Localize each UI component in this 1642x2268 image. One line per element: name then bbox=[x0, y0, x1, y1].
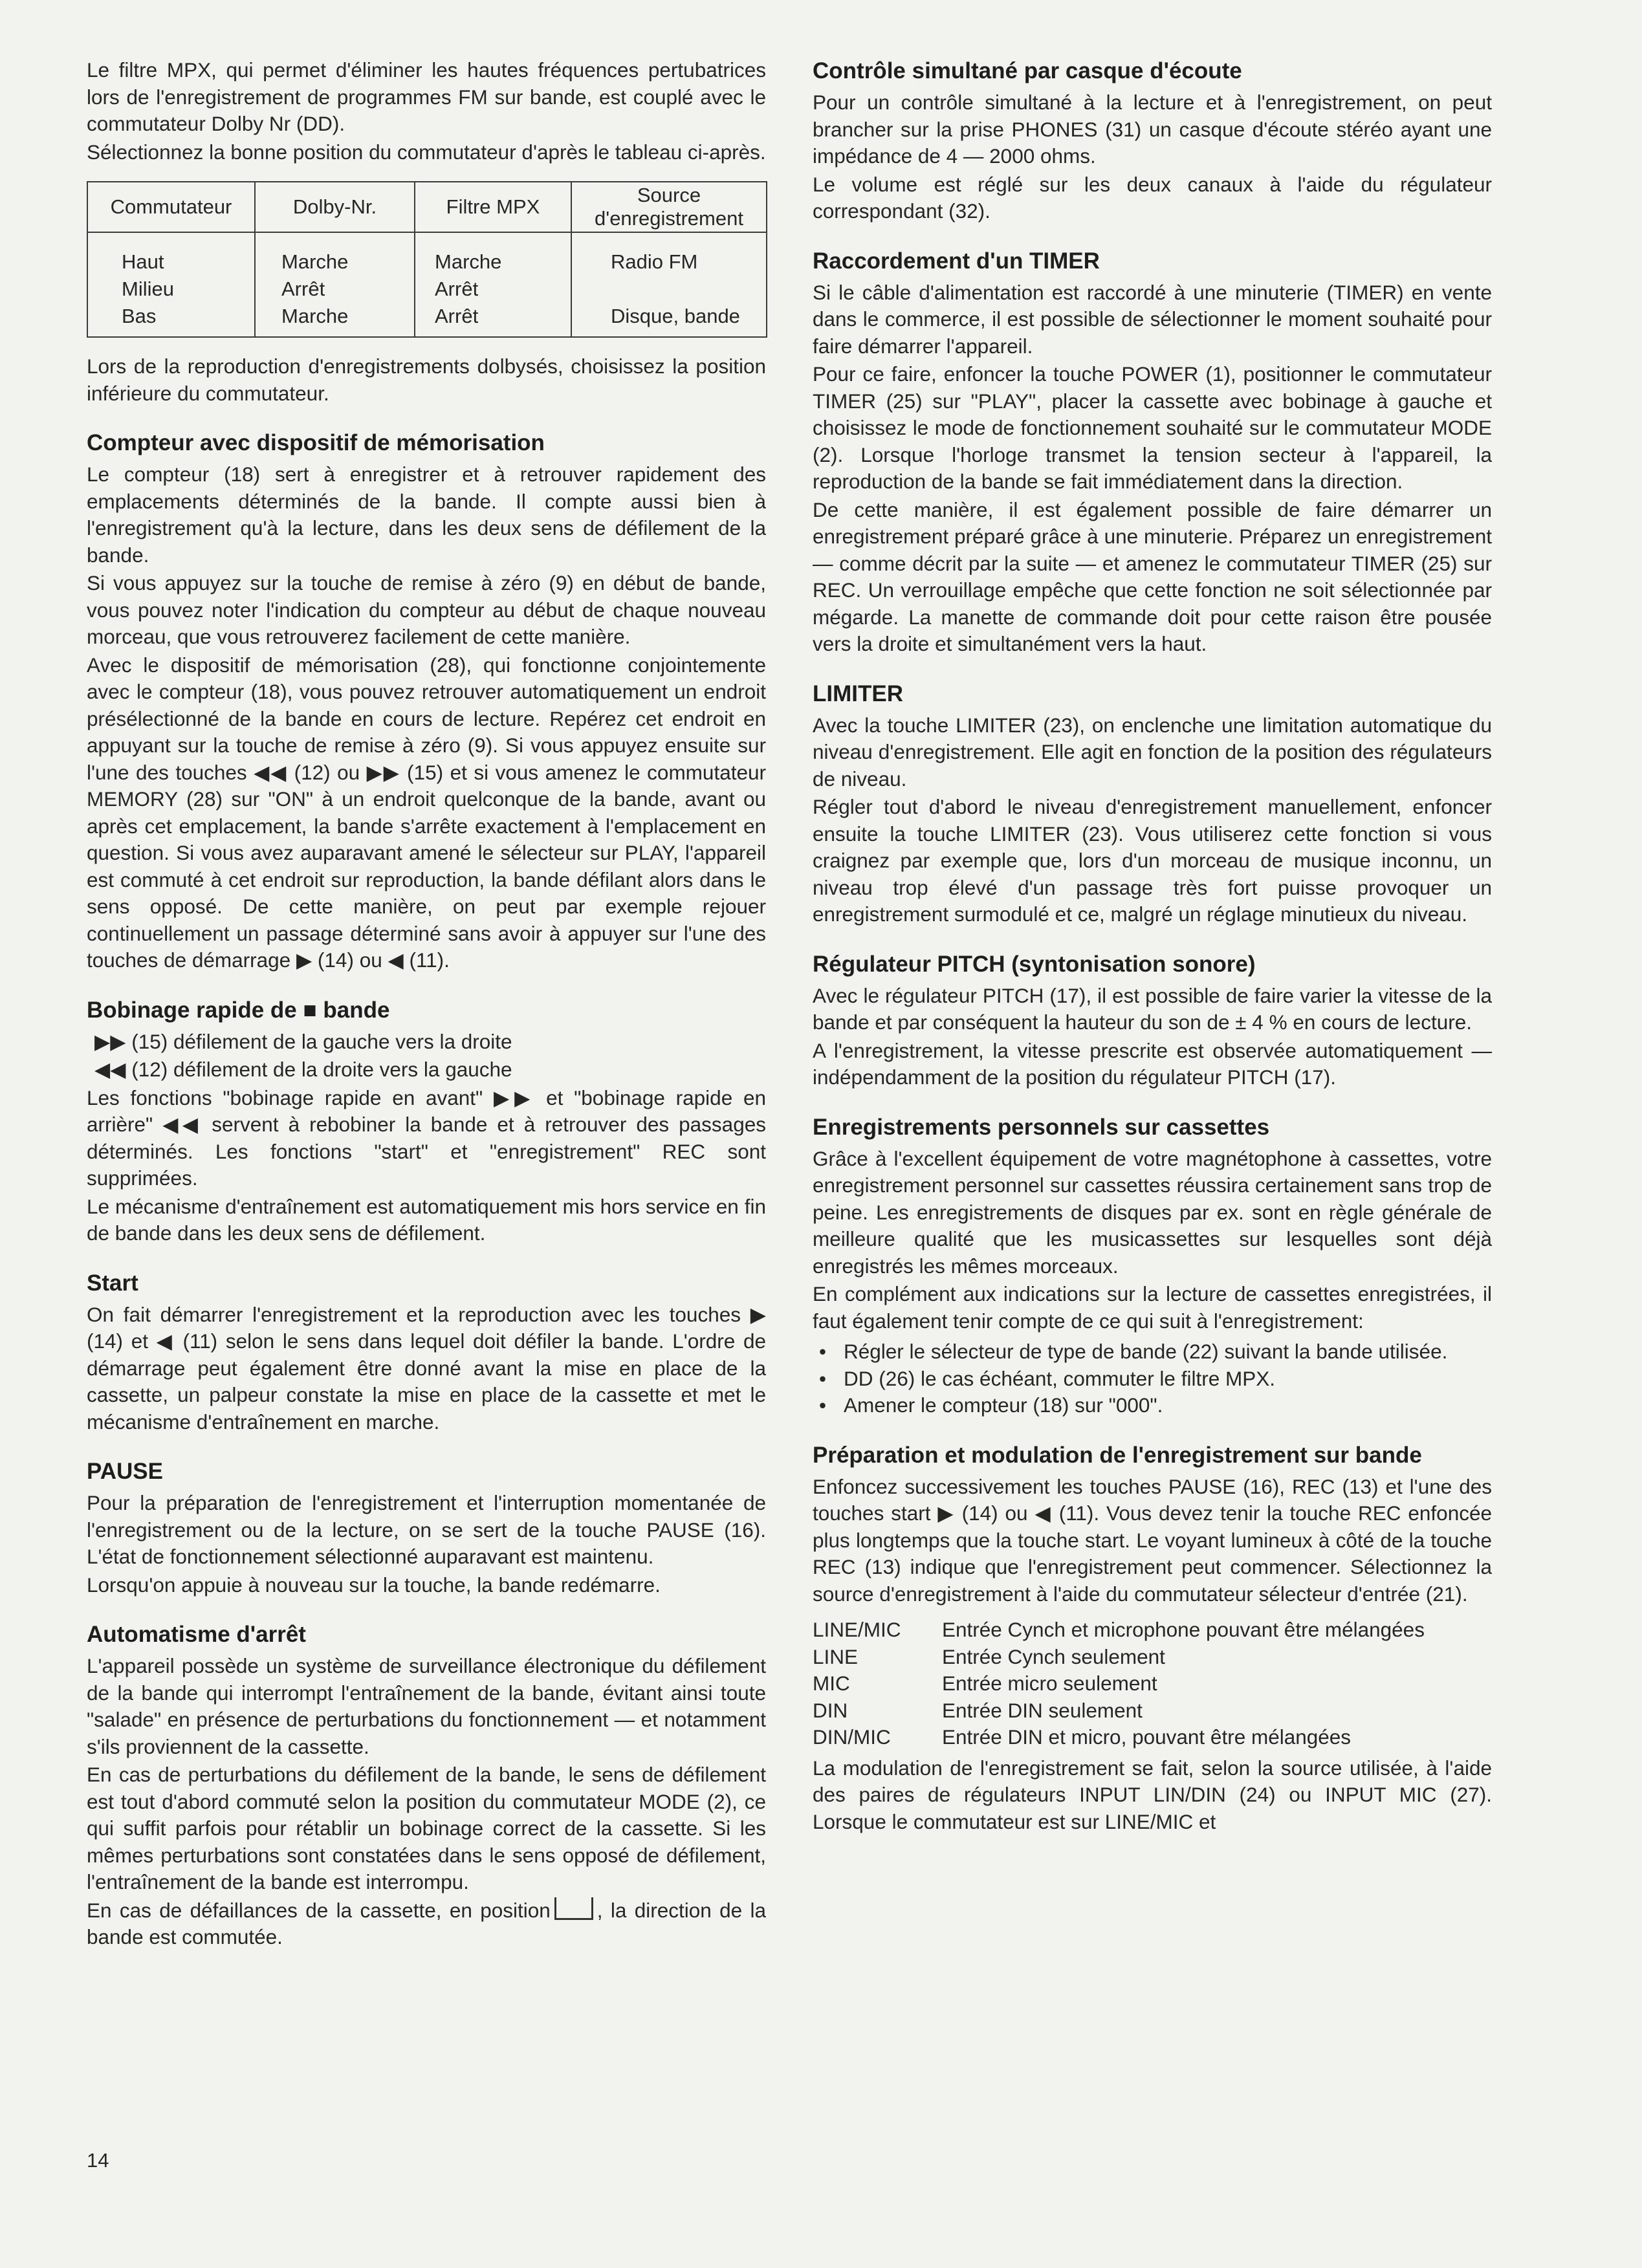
heading-enregistrements: Enregistrements personnels sur cassettes bbox=[813, 1114, 1270, 1140]
bobinage-line-1: ▶▶ (15) défilement de la gauche vers la droite bbox=[94, 1029, 512, 1053]
table-cell: Arrêt bbox=[415, 303, 571, 337]
heading-compteur: Compteur avec dispositif de mémorisation bbox=[87, 430, 545, 455]
table-header: Source d'enregistrement bbox=[571, 182, 767, 232]
table-cell: Milieu bbox=[87, 276, 255, 303]
table-row bbox=[87, 303, 767, 337]
heading-timer: Raccordement d'un TIMER bbox=[813, 248, 1100, 274]
mpx-table bbox=[87, 181, 767, 338]
table-row bbox=[813, 1697, 1425, 1725]
prep-paragraph-1: Enfoncez successivement les touches PAUSE (16), REC (13) et l'une des touches start ▶ (14) ou ◀ (11). Vous devez tenir la touche REC enfoncée plus longtemps que la touche start. Le voyant lumineux à côté de la touche REC (13) indique que l'enregistrement peut commencer. Sélectionnez la source d'enregistrement à l'aide du commutateur sélecteur d'entrée (21). bbox=[813, 1474, 1492, 1606]
table-row bbox=[813, 1644, 1425, 1671]
pause-paragraph-2: Lorsqu'on appuie à nouveau sur la touche, la bande redémarre. bbox=[87, 1573, 661, 1597]
input-desc: Entrée DIN et micro, pouvant être mélangées bbox=[942, 1725, 1352, 1749]
heading-pause: PAUSE bbox=[87, 1459, 163, 1484]
auto-paragraph-3 bbox=[87, 1897, 766, 1951]
table-row bbox=[813, 1724, 1425, 1751]
auto-paragraph-2: En cas de perturbations du défilement de la bande, le sens de défilement est tout d'abord commuté selon la position du commutateur MODE (2), ce qui suffit parfois pour rétablir un bobinage correct de la cassette. Si les mêmes perturbations sont constatées dans le sens opposé de défilement, l'entraînement de la bande est interrompu. bbox=[87, 1763, 766, 1893]
limiter-paragraph-1: Avec la touche LIMITER (23), on enclenche une limitation automatique du niveau d'enregistrement. Elle agit en fonction de la position des régulateurs de niveau. bbox=[813, 713, 1492, 791]
tape-direction-icon bbox=[554, 1897, 593, 1920]
list-item: • Régler le sélecteur de type de bande (22) suivant la bande utilisée. bbox=[813, 1338, 1492, 1366]
table-cell: Marche bbox=[255, 232, 415, 276]
start-paragraph: On fait démarrer l'enregistrement et la reproduction avec les touches ▶ (14) et ◀ (11) selon le sens dans lequel doit défiler la bande. L'ordre de démarrage peut également être donné avant la mise en place de la cassette, un palpeur constate la mise en place de la cassette et met le mécanisme d'entraînement en marche. bbox=[87, 1302, 766, 1434]
heading-preparation: Préparation et modulation de l'enregistrement sur bande bbox=[813, 1442, 1422, 1468]
right-column bbox=[813, 57, 1492, 1837]
enreg-paragraph-2: En complément aux indications sur la lecture de cassettes enregistrées, il faut également tenir compte de ce qui suit à l'enregistrement: bbox=[813, 1282, 1492, 1333]
table-row bbox=[813, 1617, 1425, 1644]
table-header: Filtre MPX bbox=[415, 182, 571, 232]
table-header: Dolby-Nr. bbox=[255, 182, 415, 232]
compteur-paragraph-3: Avec le dispositif de mémorisation (28), qui fonctionne conjointemente avec le compteur (18), vous pouvez retrouver automatiquement un endroit présélectionné de la bande en cours de lecture. Repérez cet endroit en appuyant sur la touche de remise à zéro (9). Si vous appuyez ensuite sur l'une des touches ◀◀ (12) ou ▶▶ (15) et si vous amenez le commutateur MEMORY (28) sur "ON" à un endroit quelconque de la bande, avant ou après cet emplacement, la bande s'arrête exactement à l'emplacement en question. Si vous avez auparavant amené le sélecteur sur PLAY, l'appareil est commuté à cet endroit sur reproduction, la bande défilant alors dans le sens opposé. De cette manière, on peut par exemple rejouer continuellement un passage déterminé sans avoir à appuyer sur l'une des touches de démarrage ▶ (14) ou ◀ (11). bbox=[87, 653, 766, 972]
heading-bobinage: Bobinage rapide de ■ bande bbox=[87, 997, 390, 1023]
list-item: • Amener le compteur (18) sur "000". bbox=[813, 1392, 1492, 1419]
input-desc: Entrée DIN seulement bbox=[942, 1698, 1143, 1722]
table-header: Commutateur bbox=[87, 182, 255, 232]
prep-paragraph-2: La modulation de l'enregistrement se fait, selon la source utilisée, à l'aide des paires de régulateurs INPUT LIN/DIN (24) ou INPUT MIC (27). Lorsque le commutateur est sur LINE/MIC et bbox=[813, 1756, 1492, 1833]
casque-paragraph-2: Le volume est réglé sur les deux canaux à l'aide du régulateur correspondant (32). bbox=[813, 172, 1492, 223]
pitch-paragraph-1: Avec le régulateur PITCH (17), il est possible de faire varier la vitesse de la bande et par conséquent la hauteur du son de ± 4 % en cours de lecture. bbox=[813, 983, 1492, 1034]
compteur-paragraph-2: Si vous appuyez sur la touche de remise à zéro (9) en début de bande, vous pouvez noter l'indication du compteur au début de chaque nouveau morceau, que vous retrouverez facilement de cette manière. bbox=[87, 571, 766, 648]
input-key: DIN bbox=[813, 1698, 848, 1722]
timer-paragraph-2: Pour ce faire, enfoncer la touche POWER (1), positionner le commutateur TIMER (25) sur "PLAY", placer la cassette avec bobinage à gauche et choisissez le mode de fonctionnement souhaité sur le commutateur MODE (2). Lorsque l'horloge transmet la tension secteur à l'appareil, la reproduction de la bande se fait immédiatement dans la direction. bbox=[813, 362, 1492, 493]
limiter-paragraph-2: Régler tout d'abord le niveau d'enregistrement manuellement, enfoncer ensuite la touche LIMITER (23). Vous utiliserez cette fonction si vous craignez par exemple que, lors d'un morceau de musique inconnu, un niveau trop élevé d'un passage très fort puisse provoquer un enregistrement surmodulé et ce, malgré un réglage minutieux du niveau. bbox=[813, 795, 1492, 926]
input-selector-table bbox=[813, 1617, 1425, 1751]
pause-paragraph-1: Pour la préparation de l'enregistrement et l'interruption momentanée de l'enregistrement ou de la lecture, on se sert de la touche PAUSE (16). L'état de fonctionnement sélectionné auparavant est maintenu. bbox=[87, 1491, 766, 1568]
timer-paragraph-1: Si le câble d'alimentation est raccordé à une minuterie (TIMER) en vente dans le commerce, il est possible de sélectionner le moment souhaité pour faire démarrer l'appareil. bbox=[813, 280, 1492, 358]
table-header-row bbox=[87, 182, 767, 232]
table-cell: Arrêt bbox=[255, 276, 415, 303]
input-desc: Entrée Cynch et microphone pouvant être mélangées bbox=[942, 1618, 1425, 1641]
auto-text-a: En cas de défaillances de la cassette, en position bbox=[87, 1898, 551, 1922]
bobinage-paragraph-1: Les fonctions "bobinage rapide en avant" ▶▶ et "bobinage rapide en arrière" ◀◀ servent à rebobiner la bande et à retrouver des passages déterminés. Les fonctions "start" et "enregistrement" REC sont supprimées. bbox=[87, 1085, 766, 1190]
heading-pitch: Régulateur PITCH (syntonisation sonore) bbox=[813, 951, 1256, 977]
table-row bbox=[87, 276, 767, 303]
input-desc: Entrée Cynch seulement bbox=[942, 1644, 1165, 1668]
compteur-paragraph-1: Le compteur (18) sert à enregistrer et à retrouver rapidement des emplacements déterminés de la bande. Il compte aussi bien à l'enregistrement qu'à la lecture, dans les deux sens de défilement de la bande. bbox=[87, 463, 766, 567]
auto-text-b: , la direction de la bande est commutée. bbox=[87, 1898, 766, 1948]
table-cell bbox=[571, 276, 767, 303]
heading-start: Start bbox=[87, 1270, 138, 1296]
heading-limiter: LIMITER bbox=[813, 681, 903, 706]
list-item: • DD (26) le cas échéant, commuter le filtre MPX. bbox=[813, 1366, 1492, 1393]
table-cell: Radio FM bbox=[571, 232, 767, 276]
checklist bbox=[813, 1338, 1492, 1419]
dolby-paragraph: Lors de la reproduction d'enregistrements dolbysés, choisissez la position inférieure du commutateur. bbox=[87, 354, 766, 405]
bobinage-paragraph-2: Le mécanisme d'entraînement est automatiquement mis hors service en fin de bande dans les deux sens de défilement. bbox=[87, 1194, 766, 1245]
intro-paragraph-2: Sélectionnez la bonne position du commutateur d'après le tableau ci-après. bbox=[87, 140, 766, 164]
intro-paragraph: Le filtre MPX, qui permet d'éliminer les hautes fréquences pertubatrices lors de l'enregistrement de programmes FM sur bande, est couplé avec le commutateur Dolby Nr (DD). bbox=[87, 58, 766, 135]
bobinage-line-2: ◀◀ (12) défilement de la droite vers la gauche bbox=[94, 1058, 512, 1081]
table-cell: Haut bbox=[87, 232, 255, 276]
table-cell: Disque, bande bbox=[571, 303, 767, 337]
table-row bbox=[87, 232, 767, 276]
pitch-paragraph-2: A l'enregistrement, la vitesse prescrite est observée automatiquement — indépendamment de la position du régulateur PITCH (17). bbox=[813, 1038, 1492, 1089]
input-key: DIN/MIC bbox=[813, 1725, 891, 1749]
enreg-paragraph-1: Grâce à l'excellent équipement de votre magnétophone à cassettes, votre enregistrement personnel sur cassettes réussira certainement sans trop de peine. Les enregistrements de disques par ex. sont en règle générale de meilleure qualité que les musicassettes sur lesquelles sont déjà enregistrés les mêmes morceaux. bbox=[813, 1146, 1492, 1278]
left-column bbox=[87, 57, 766, 1952]
table-cell: Marche bbox=[255, 303, 415, 337]
timer-paragraph-3: De cette manière, il est également possible de faire démarrer un enregistrement préparé grâce à une minuterie. Préparez un enregistrement — comme décrit par la suite — et amenez le commutateur TIMER (25) sur REC. Un verrouillage empêche que cette fonction ne soit sélectionnée par mégarde. La manette de commande doit pour cette raison être pousée vers la droite et simultanément vers la haut. bbox=[813, 497, 1492, 655]
input-key: MIC bbox=[813, 1672, 850, 1695]
table-row bbox=[813, 1670, 1425, 1697]
auto-paragraph-1: L'appareil possède un système de surveillance électronique du défilement de la bande qui interrompt l'entraînement de la bande, évitant ainsi toute "salade" en présence de perturbations du fonctionnement — et notamment s'ils proviennent de la cassette. bbox=[87, 1654, 766, 1758]
page-number: 14 bbox=[87, 2149, 109, 2172]
table-cell: Arrêt bbox=[415, 276, 571, 303]
heading-automatisme: Automatisme d'arrêt bbox=[87, 1622, 306, 1647]
table-cell: Marche bbox=[415, 232, 571, 276]
table-cell: Bas bbox=[87, 303, 255, 337]
casque-paragraph-1: Pour un contrôle simultané à la lecture et à l'enregistrement, on peut brancher sur la prise PHONES (31) un casque d'écoute stéréo ayant une impédance de 4 — 2000 ohms. bbox=[813, 91, 1492, 168]
heading-casque: Contrôle simultané par casque d'écoute bbox=[813, 58, 1242, 83]
input-key: LINE bbox=[813, 1644, 859, 1668]
input-desc: Entrée micro seulement bbox=[942, 1672, 1157, 1695]
input-key: LINE/MIC bbox=[813, 1618, 901, 1641]
